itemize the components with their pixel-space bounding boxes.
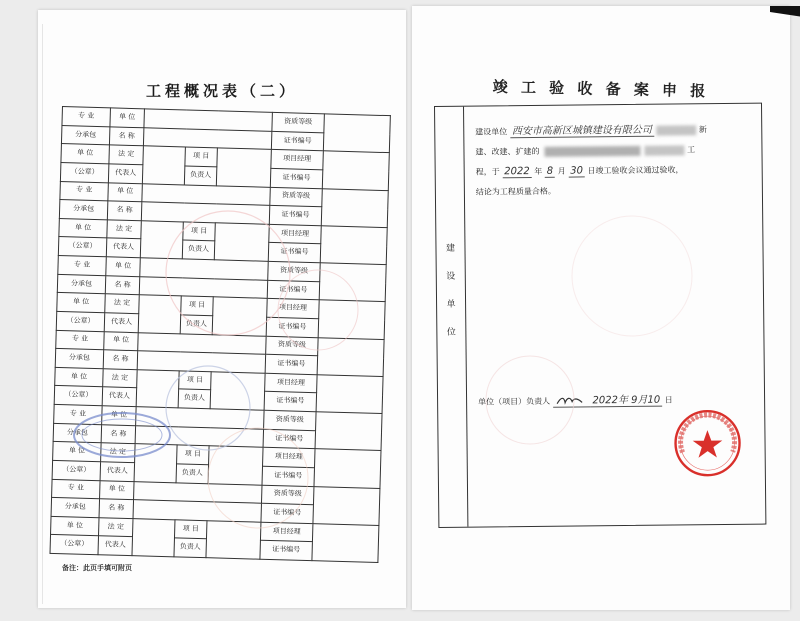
- handwritten-day: 30: [568, 165, 585, 177]
- table-label-cell: 分承包: [61, 125, 110, 145]
- table-label-cell: 单 位: [55, 367, 104, 387]
- table-label-cell: 单 位: [106, 257, 141, 277]
- table-label-cell: （公章）: [52, 460, 101, 480]
- project-manager-value-cell: [206, 520, 261, 559]
- table-label-cell: 专 业: [54, 404, 103, 424]
- table-label-cell: 负责人: [178, 389, 211, 409]
- table-label-cell: 项目经理: [263, 447, 315, 467]
- table-label-cell: 证书编号: [263, 429, 315, 449]
- statement-line-4: 结论为工程质量合格。: [475, 186, 556, 197]
- statement-text: 月: [557, 166, 566, 176]
- table-label-cell: 法 定: [105, 294, 140, 314]
- table-label-cell: （公章）: [54, 386, 103, 406]
- statement-prefix: 建设单位: [475, 127, 508, 137]
- table-label-cell: 专 业: [60, 181, 109, 201]
- table-label-cell: 单 位: [51, 516, 100, 536]
- signature-line: [478, 390, 758, 408]
- table-label-cell: 负责人: [184, 166, 217, 186]
- statement-text: 日竣工验收会议通过验收，: [587, 165, 684, 176]
- table-label-cell: 证书编号: [270, 168, 322, 188]
- table-label-cell: 证书编号: [271, 131, 323, 151]
- project-manager-value-cell: [210, 372, 265, 411]
- table-label-cell: 法 定: [107, 220, 142, 240]
- signature-scribble: [555, 394, 585, 406]
- company-seal: [672, 408, 743, 479]
- table-label-cell: 资质等级: [261, 485, 313, 505]
- signature-label: 单位（项目）负责人: [478, 396, 551, 407]
- handwritten-month: 8: [545, 166, 556, 178]
- legal-rep-value-cell: [142, 146, 185, 184]
- table-label-cell: 单 位: [57, 293, 106, 313]
- table-label-cell: 代表人: [100, 462, 135, 482]
- statement-text: 程，于: [475, 167, 500, 177]
- table-label-cell: 单 位: [104, 331, 139, 351]
- statement-suffix: 新: [698, 125, 707, 135]
- pm-cert-value-cell: [316, 374, 383, 413]
- qualification-value-cell: [319, 263, 386, 302]
- table-label-cell: 名 称: [109, 126, 144, 146]
- handwritten-year: 2022: [502, 166, 532, 178]
- qualification-value-cell: [321, 188, 388, 227]
- table-label-cell: 分承包: [53, 423, 102, 443]
- table-label-cell: 负责人: [174, 538, 207, 558]
- table-label-cell: 分承包: [51, 497, 100, 517]
- qualification-value-cell: [315, 412, 382, 451]
- table-label-cell: 代表人: [102, 387, 137, 407]
- table-label-cell: 项 目: [177, 445, 210, 465]
- table-label-cell: 名 称: [99, 499, 134, 519]
- redacted-project-name: [544, 146, 640, 157]
- handwritten-signature: [553, 392, 591, 407]
- table-label-cell: 项目经理: [269, 224, 321, 244]
- table-label-cell: （公章）: [56, 311, 105, 331]
- table-label-cell: 资质等级: [272, 112, 324, 132]
- legal-rep-value-cell: [132, 518, 175, 556]
- table-label-cell: （公章）: [50, 535, 99, 555]
- table-label-cell: 证书编号: [267, 280, 319, 300]
- statement-text: 工: [687, 145, 696, 155]
- vertical-label-char: 位: [446, 327, 456, 338]
- construction-unit-column: [435, 107, 468, 527]
- vertical-label-char: 建: [445, 243, 456, 254]
- project-manager-value-cell: [208, 446, 263, 485]
- table-label-cell: 名 称: [101, 424, 136, 444]
- qualification-value-cell: [317, 337, 384, 376]
- legal-rep-value-cell: [136, 369, 179, 407]
- table-label-cell: 项 目: [185, 147, 218, 167]
- page-edge: [42, 24, 43, 604]
- table-label-cell: 项目经理: [271, 150, 323, 170]
- table-label-cell: 项目经理: [265, 373, 317, 393]
- table-label-cell: 负责人: [176, 464, 209, 484]
- pm-cert-value-cell: [322, 151, 389, 190]
- table-label-cell: 资质等级: [268, 261, 320, 281]
- table-label-cell: 代表人: [106, 238, 141, 258]
- table-label-cell: 证书编号: [268, 243, 320, 263]
- subcontractor-table-wrapper: [49, 106, 389, 563]
- table-label-cell: 名 称: [107, 201, 142, 221]
- table-label-cell: 项 目: [179, 371, 212, 391]
- table-label-cell: 单 位: [110, 108, 145, 128]
- table-label-cell: 项 目: [181, 296, 214, 316]
- page-title: 工程概况表（二）: [145, 82, 298, 100]
- filing-box: [434, 103, 766, 528]
- legal-rep-value-cell: [138, 295, 181, 333]
- table-label-cell: 代表人: [104, 313, 139, 333]
- legal-rep-value-cell: [140, 221, 183, 259]
- table-label-cell: 代表人: [98, 536, 133, 556]
- subcontractor-table: [49, 106, 390, 563]
- table-label-cell: 代表人: [108, 164, 143, 184]
- table-label-cell: 单 位: [102, 406, 137, 426]
- table-label-cell: 单 位: [53, 442, 102, 462]
- project-manager-value-cell: [214, 223, 269, 262]
- vertical-label-char: 设: [446, 271, 456, 282]
- legal-rep-value-cell: [134, 444, 177, 482]
- statement-text: 年: [534, 166, 543, 176]
- project-manager-value-cell: [216, 148, 271, 187]
- table-label-cell: 法 定: [101, 443, 136, 463]
- table-label-cell: 项目经理: [267, 299, 319, 319]
- filing-title: 竣 工 验 收 备 案 申 报: [492, 77, 710, 101]
- table-label-cell: 名 称: [105, 275, 140, 295]
- corner-fold-mark: [770, 6, 800, 22]
- table-label-cell: 项目经理: [260, 522, 312, 542]
- project-manager-value-cell: [212, 297, 267, 336]
- table-label-cell: 证书编号: [266, 317, 318, 337]
- table-label-cell: （公章）: [58, 237, 107, 257]
- subcontractor-overview-page: [38, 10, 406, 608]
- table-label-cell: 资质等级: [264, 410, 316, 430]
- table-label-cell: 法 定: [109, 145, 144, 165]
- table-label-cell: 证书编号: [264, 392, 316, 412]
- redacted-block: [645, 145, 685, 155]
- table-label-cell: 分承包: [59, 200, 108, 220]
- table-label-cell: 证书编号: [261, 503, 313, 523]
- table-label-cell: 证书编号: [265, 354, 317, 374]
- table-label-cell: 专 业: [52, 479, 101, 499]
- table-label-cell: 资质等级: [270, 187, 322, 207]
- table-label-cell: 单 位: [100, 480, 135, 500]
- qualification-value-cell: [313, 486, 380, 525]
- filing-statement: [475, 120, 752, 203]
- handwritten-company-name: 西安市高新区城镇建设有限公司: [510, 125, 654, 139]
- handwritten-date: 2022年 9月10: [590, 395, 662, 408]
- qualification-value-cell: [323, 114, 390, 153]
- table-label-cell: 分承包: [55, 349, 104, 369]
- table-label-cell: 专 业: [58, 255, 107, 275]
- table-label-cell: 法 定: [103, 369, 138, 389]
- table-label-cell: 负责人: [180, 315, 213, 335]
- statement-text: 建、改建、扩建的: [475, 146, 540, 157]
- table-label-cell: 专 业: [56, 330, 105, 350]
- table-label-cell: 资质等级: [266, 336, 318, 356]
- construction-unit-label: [436, 235, 465, 347]
- vertical-label-char: 单: [446, 299, 456, 310]
- table-label-cell: 证书编号: [260, 541, 312, 561]
- table-label-cell: 专 业: [62, 107, 111, 127]
- table-label-cell: 项 目: [183, 222, 216, 242]
- table-label-cell: （公章）: [60, 162, 109, 182]
- table-label-cell: 单 位: [59, 218, 108, 238]
- completion-filing-page: [412, 6, 790, 610]
- table-label-cell: 单 位: [108, 182, 143, 202]
- table-label-cell: 法 定: [99, 517, 134, 537]
- table-label-cell: 证书编号: [269, 205, 321, 225]
- pm-cert-value-cell: [318, 300, 385, 339]
- table-label-cell: 分承包: [57, 274, 106, 294]
- table-label-cell: 单 位: [61, 144, 110, 164]
- table-label-cell: 名 称: [103, 350, 138, 370]
- table-label-cell: 证书编号: [262, 466, 314, 486]
- table-label-cell: 负责人: [182, 240, 215, 260]
- table-label-cell: 项 目: [174, 520, 207, 540]
- pm-cert-value-cell: [320, 226, 387, 265]
- pm-cert-value-cell: [314, 449, 381, 488]
- pm-cert-value-cell: [312, 523, 379, 562]
- signature-day-suffix: 日: [664, 395, 673, 405]
- redacted-block: [656, 125, 696, 135]
- footnote: 备注：此页手填可附页: [62, 563, 132, 572]
